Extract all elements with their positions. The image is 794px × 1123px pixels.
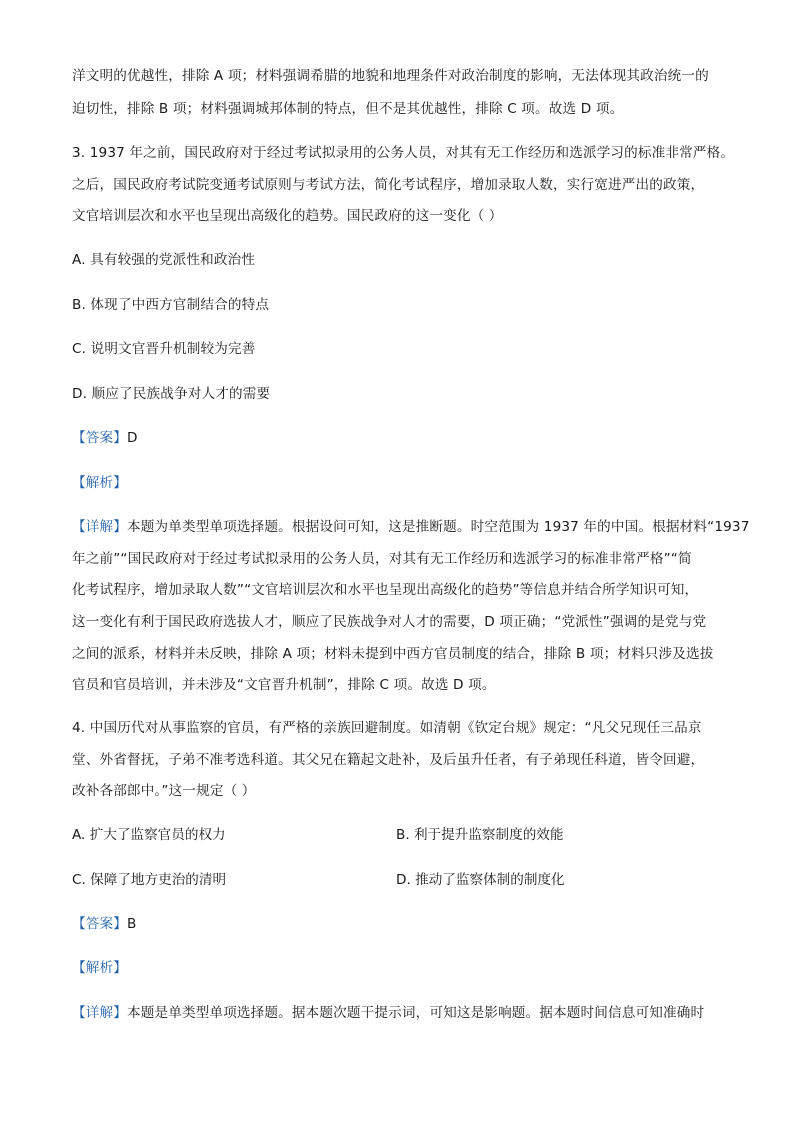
q3-detail-text-1: 本题为单类型单项选择题。根据设问可知，这是推断题。时空范围为 1937 年的中国。根据材料“1937 — [126, 519, 750, 535]
q3-detail-line-2: 年之前”“国民政府对于经过考试拟录用的公务人员，对其有无工作经历和选派学习的标准非常严格”“简 — [72, 551, 692, 567]
q4-answer-label: 【答案】 — [72, 916, 127, 932]
q4-option-c: C. 保障了地方吏治的清明 — [72, 872, 227, 888]
q4-stem-line-1: 4. 中国历代对从事监察的官员，有严格的亲族回避制度。如清朝《钦定台规》规定：“凡父兄现任三品京 — [72, 720, 702, 736]
q3-detail-label: 【详解】 — [72, 519, 127, 535]
q3-stem-line-3: 文官培训层次和水平也呈现出高级化的趋势。国民政府的这一变化（ ） — [72, 208, 503, 224]
q4-stem-line-2: 堂、外省督抚，子弟不准考选科道。其父兄在籍起文赴补，及后虽升任者，有子弟现任科道，皆令回避， — [72, 752, 705, 768]
q3-detail-line-6: 官员和官员培训，并未涉及“文官晋升机制”，排除 C 项。故选 D 项。 — [72, 677, 496, 693]
q4-analysis-label: 【解析】 — [72, 960, 127, 976]
q3-stem-line-1: 3. 1937 年之前，国民政府对于经过考试拟录用的公务人员，对其有无工作经历和选派学习的标准非常严格。 — [72, 145, 735, 161]
q4-stem-line-3: 改补各部郎中。”这一规定（ ） — [72, 783, 256, 799]
q3-detail-line-3: 化考试程序，增加录取人数”“文官培训层次和水平也呈现出高级化的趋势”等信息并结合所学知识可知， — [72, 582, 699, 598]
q3-option-a: A. 具有较强的党派性和政治性 — [72, 252, 256, 268]
q3-answer — [72, 428, 138, 448]
q3-option-c: C. 说明文官晋升机制较为完善 — [72, 341, 256, 357]
q4-detail-line-1 — [72, 1003, 704, 1023]
prev-explanation-line-1: 洋文明的优越性，排除 A 项；材料强调希腊的地貌和地理条件对政治制度的影响，无法体现其政治统一的 — [72, 68, 709, 84]
q3-detail-line-5: 之间的派系，材料并未反映，排除 A 项；材料未提到中西方官员制度的结合，排除 B 项；材料只涉及选拔 — [72, 646, 714, 662]
q3-detail-line-1 — [72, 517, 750, 537]
q3-option-b: B. 体现了中西方官制结合的特点 — [72, 297, 270, 313]
q4-option-a: A. 扩大了监察官员的权力 — [72, 827, 226, 843]
q4-option-d: D. 推动了监察体制的制度化 — [396, 872, 565, 888]
q4-option-b: B. 利于提升监察制度的效能 — [396, 827, 564, 843]
q3-answer-value: D — [126, 430, 138, 446]
q4-answer-value: B — [126, 916, 137, 932]
prev-explanation-line-2: 迫切性，排除 B 项；材料强调城邦体制的特点，但不是其优越性，排除 C 项。故选 D 项。 — [72, 101, 624, 117]
q4-detail-text-1: 本题是单类型单项选择题。据本题次题干提示词，可知这是影响题。据本题时间信息可知准确时 — [126, 1005, 705, 1021]
q4-answer — [72, 914, 136, 934]
q3-analysis-label: 【解析】 — [72, 475, 127, 491]
q4-detail-label: 【详解】 — [72, 1005, 127, 1021]
q3-detail-line-4: 这一变化有利于国民政府选拔人才，顺应了民族战争对人才的需要，D 项正确；“党派性”强调的是党与党 — [72, 614, 707, 630]
q3-option-d: D. 顺应了民族战争对人才的需要 — [72, 386, 271, 402]
q3-stem-line-2: 之后，国民政府考试院变通考试原则与考试方法，简化考试程序，增加录取人数，实行宽进严出的政策， — [72, 177, 705, 193]
q3-answer-label: 【答案】 — [72, 430, 127, 446]
